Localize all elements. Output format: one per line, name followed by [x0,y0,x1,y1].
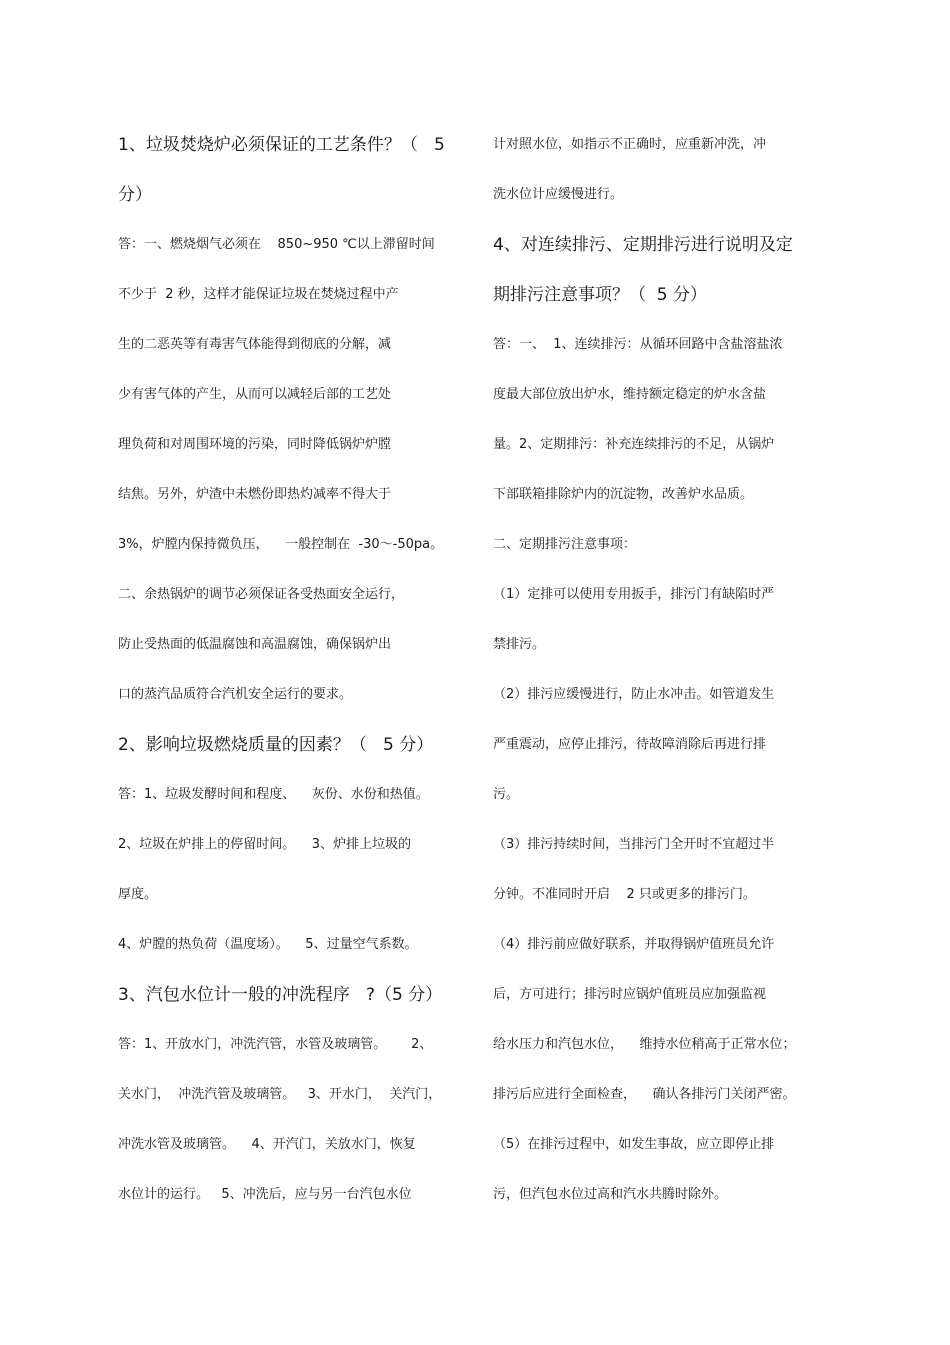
answer-text-line: 答：一、燃烧烟气必须在 850~950 ℃以上滞留时间 [118,237,435,252]
answer-text-line: 3%，炉膛内保持微负压， 一般控制在 -30～-50pa。 [118,537,444,552]
answer-text-line: 水位计的运行。 5、冲洗后，应与另一台汽包水位 [118,1187,412,1202]
question-heading-line: 分） [118,185,152,205]
answer-text-line: 理负荷和对周围环境的污染，同时降低锅炉炉膛 [118,437,392,452]
answer-text-line: 排污后应进行全面检查， 确认各排污门关闭严密。 [493,1087,796,1102]
right-column [493,120,823,1220]
answer-text-line: 洗水位计应缓慢进行。 [493,187,624,202]
answer-text-line: 分钟。不准同时开启 2 只或更多的排污门。 [493,887,756,902]
answer-text-line: 二、定期排污注意事项： [493,537,637,552]
answer-text-line: 关水门， 冲洗汽管及玻璃管。 3、开水门， 关汽门， [118,1087,442,1102]
question-heading-line: 2、影响垃圾燃烧质量的因素？（ 5 分） [118,735,434,755]
answer-text-line: （1）定排可以使用专用扳手，排污门有缺陷时严 [493,587,775,602]
question-heading-line: 期排污注意事项？（ 5 分） [493,285,708,305]
left-column [118,120,470,1220]
answer-text-line: 防止受热面的低温腐蚀和高温腐蚀，确保锅炉出 [118,637,392,652]
answer-text-line: 冲洗水管及玻璃管。 4、开汽门，关放水门，恢复 [118,1137,416,1152]
answer-text-line: 污，但汽包水位过高和汽水共腾时除外。 [493,1187,728,1202]
answer-text-line: 计对照水位，如指示不正确时，应重新冲洗，冲 [493,137,767,152]
answer-text-line: 严重震动，应停止排污，待故障消除后再进行排 [493,737,767,752]
answer-text-line: （3）排污持续时间，当排污门全开时不宜超过半 [493,837,775,852]
answer-text-line: 给水压力和汽包水位， 维持水位稍高于正常水位； [493,1037,796,1052]
answer-text-line: 4、炉膛的热负荷（温度场）。 5、过量空气系数。 [118,937,418,952]
question-heading-line: 4、对连续排污、定期排污进行说明及定 [493,235,793,255]
answer-text-line: 度最大部位放出炉水，维持额定稳定的炉水含盐 [493,387,767,402]
answer-text-line: 量。2、定期排污：补充连续排污的不足，从锅炉 [493,437,775,452]
answer-text-line: 结焦。另外，炉渣中未燃份即热灼减率不得大于 [118,487,392,502]
answer-text-line: 禁排污。 [493,637,546,652]
answer-text-line: 生的二恶英等有毒害气体能得到彻底的分解，减 [118,337,392,352]
answer-text-line: 后，方可进行；排污时应锅炉值班员应加强监视 [493,987,767,1002]
answer-text-line: （5）在排污过程中，如发生事故，应立即停止排 [493,1137,775,1152]
answer-text-line: 少有害气体的产生，从而可以减轻后部的工艺处 [118,387,392,402]
answer-text-line: 答：1、垃圾发酵时间和程度、 灰份、水份和热值。 [118,787,429,802]
answer-text-line: 答：一、 1、连续排污：从循环回路中含盐溶盐浓 [493,337,783,352]
answer-text-line: 厚度。 [118,887,158,902]
answer-text-line: 口的蒸汽品质符合汽机安全运行的要求。 [118,687,353,702]
answer-text-line: 下部联箱排除炉内的沉淀物，改善炉水品质。 [493,487,754,502]
question-heading-line: 3、汽包水位计一般的冲洗程序 ?（5 分） [118,985,443,1005]
answer-text-line: 不少于 2 秒，这样才能保证垃圾在焚烧过程中产 [118,287,399,302]
answer-text-line: 污。 [493,787,520,802]
answer-text-line: （2）排污应缓慢进行，防止水冲击。如管道发生 [493,687,775,702]
answer-text-line: （4）排污前应做好联系，并取得锅炉值班员允许 [493,937,775,952]
answer-text-line: 二、余热锅炉的调节必须保证各受热面安全运行， [118,587,405,602]
answer-text-line: 答：1、开放水门，冲洗汽管，水管及玻璃管。 2、 [118,1037,433,1052]
question-heading-line: 1、垃圾焚烧炉必须保证的工艺条件？（ 5 [118,135,445,155]
answer-text-line: 2、垃圾在炉排上的停留时间。 3、炉排上垃圾的 [118,837,412,852]
